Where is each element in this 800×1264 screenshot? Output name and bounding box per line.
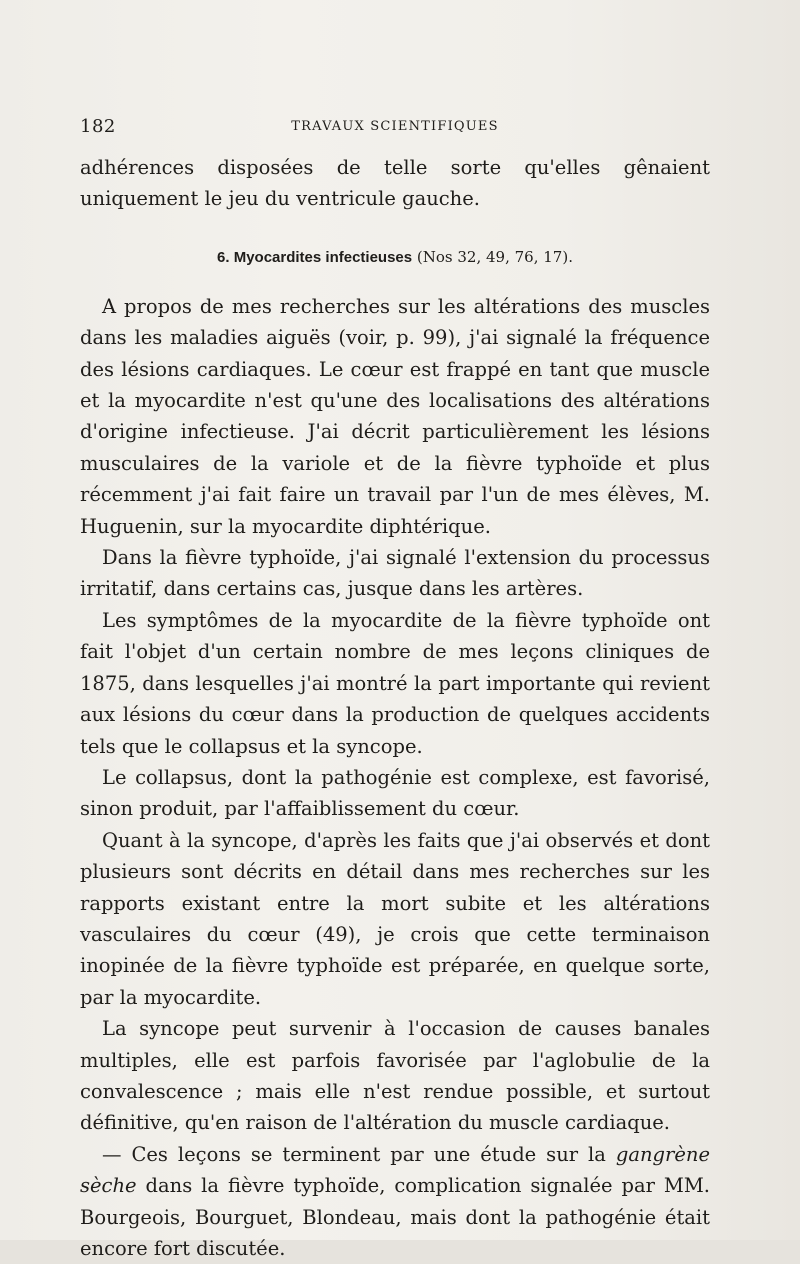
- paragraph-text: dans la fièvre typhoïde, complication signalée par MM. Bourgeois, Bourguet, Blondeau, mais dont la pathogénie était encore fort discutée.: [80, 1174, 710, 1260]
- paragraph: Dans la fièvre typhoïde, j'ai signalé l'extension du processus irritatif, dans certains cas, jusque dans les artères.: [80, 546, 710, 601]
- paragraph: La syncope peut survenir à l'occasion de causes banales multiples, elle est parfois favorisée par l'aglobulie de la convalescence ; mais elle n'est rendue possible, et surtout définitive, qu'en raison de l'altération du muscle cardiaque.: [80, 1017, 710, 1135]
- paragraph: [80, 1139, 710, 1264]
- paragraph-continuation: adhérences disposées de telle sorte qu'elles gênaient uniquement le jeu du ventricule gauche.: [80, 156, 710, 211]
- section-heading-label: 6. Myocardites infectieuses: [217, 248, 413, 266]
- paragraph: Quant à la syncope, d'après les faits que j'ai observés et dont plusieurs sont décrits en détail dans mes recherches sur les rapports existant entre la mort subite et les altérations vasculaires du cœur (49), je crois que cette terminaison inopinée de la fièvre typhoïde est préparée, en quelque sorte, par la myocardite.: [80, 828, 710, 1009]
- page-header: [80, 116, 710, 140]
- section-heading: [80, 245, 710, 270]
- section-heading-refs: (Nos 32, 49, 76, 17).: [416, 247, 573, 266]
- page-number: 182: [80, 116, 116, 137]
- body-text: [80, 152, 710, 1264]
- emphasized-term: gangrène sèche: [80, 1142, 710, 1198]
- paragraph: Les symptômes de la myocardite de la fièvre typhoïde ont fait l'objet d'un certain nombre de mes leçons cliniques de 1875, dans lesquelles j'ai montré la part importante qui revient aux lésions du cœur dans la production de quelques accidents tels que le collapsus et la syncope.: [80, 608, 710, 758]
- running-title: TRAVAUX SCIENTIFIQUES: [291, 119, 499, 134]
- paragraph: A propos de mes recherches sur les altérations des muscles dans les maladies aiguës (voir, p. 99), j'ai signalé la fréquence des lésions cardiaques. Le cœur est frappé en tant que muscle et la myocardite n'est qu'une des localisations des altérations d'origine infectieuse. J'ai décrit particulièrement les lésions musculaires de la variole et de la fièvre typhoïde et plus récemment j'ai fait faire un travail par l'un de mes élèves, M. Huguenin, sur la myocardite diphtérique.: [80, 294, 710, 538]
- paragraph: Le collapsus, dont la pathogénie est complexe, est favorisé, sinon produit, par l'affaiblissement du cœur.: [80, 765, 710, 821]
- paragraph-text: — Ces leçons se terminent par une étude sur la: [102, 1142, 606, 1166]
